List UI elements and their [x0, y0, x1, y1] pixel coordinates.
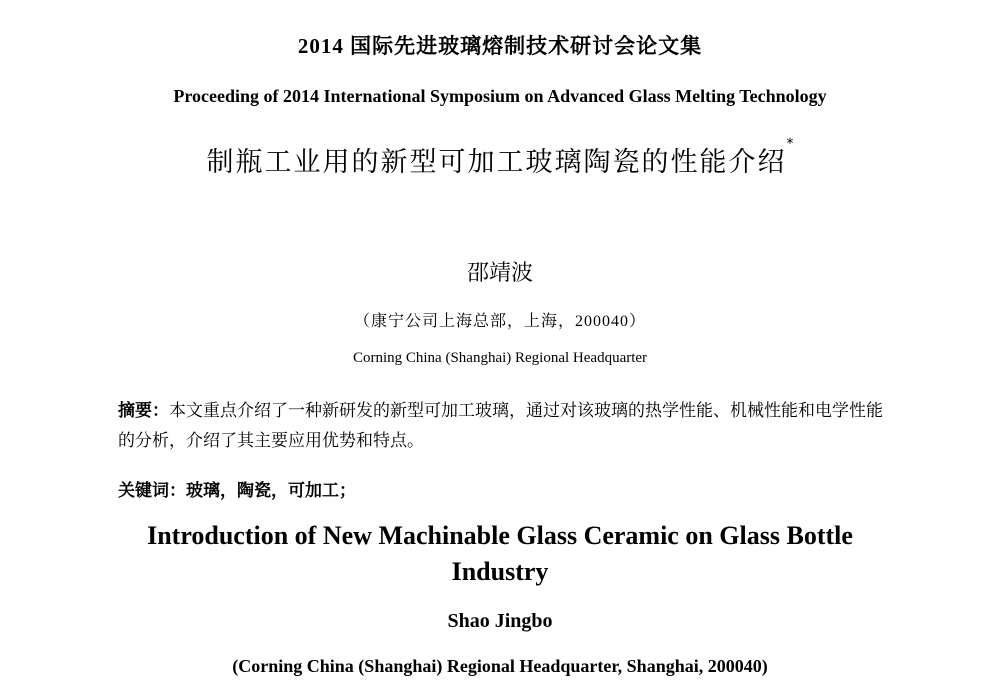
- author-name-cn: 邵靖波: [466, 261, 533, 286]
- keywords-text: 玻璃，陶瓷，可加工；: [186, 481, 356, 500]
- affiliation-en-full: (Corning China (Shanghai) Regional Headquarter, Shanghai, 200040): [232, 656, 768, 676]
- conference-title-en: Proceeding of 2014 International Symposium on Advanced Glass Melting Technology: [173, 86, 827, 106]
- affiliation-cn: （康宁公司上海总部，上海，200040）: [353, 313, 646, 330]
- paper-title-cn-text: 制瓶工业用的新型可加工玻璃陶瓷的性能介绍: [206, 147, 787, 178]
- abstract-label: 摘要：: [118, 401, 169, 420]
- footnote-mark: *: [786, 136, 794, 152]
- author-name-en: Shao Jingbo: [447, 610, 553, 632]
- keywords: [118, 476, 888, 501]
- abstract: [118, 396, 888, 456]
- affiliation-en: Corning China (Shanghai) Regional Headquarter: [352, 350, 648, 366]
- abstract-text: 本文重点介绍了一种新研发的新型可加工玻璃，通过对该玻璃的热学性能、机械性能和电学性能的分析，介绍了其主要应用优势和特点。: [118, 401, 883, 450]
- paper-title-en: Introduction of New Machinable Glass Ceramic on Glass Bottle Industry: [147, 521, 853, 586]
- keywords-label: 关键词：: [118, 481, 186, 500]
- conference-title-cn: 2014 国际先进玻璃熔制技术研讨会论文集: [297, 34, 703, 58]
- paper-title-cn: [0, 136, 1000, 179]
